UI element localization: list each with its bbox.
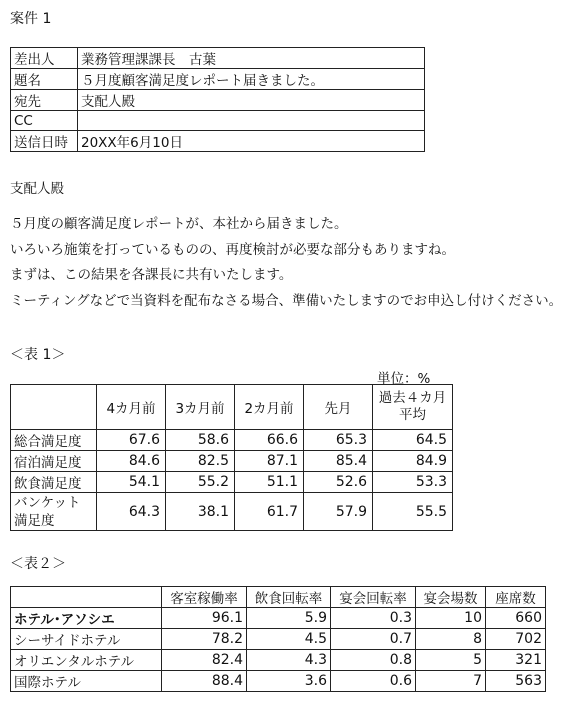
cell-value: 82.4 <box>162 650 247 671</box>
header-row-sent-date <box>11 131 425 152</box>
cell-value: 87.1 <box>235 451 304 472</box>
cell-value: 3.6 <box>247 671 331 692</box>
header-row-cc <box>11 111 425 131</box>
cell-value: 57.9 <box>304 493 373 531</box>
table2-col-header: 座席数 <box>486 587 546 608</box>
cell-value: 82.5 <box>166 451 235 472</box>
cell-value: 321 <box>486 650 546 671</box>
table1-col-header: 4カ月前 <box>97 385 166 430</box>
cell-value: 660 <box>486 608 546 629</box>
cell-value: 0.6 <box>331 671 416 692</box>
table2-col-header: 飲食回転率 <box>247 587 331 608</box>
hotel-name: オリエンタルホテル <box>11 650 162 671</box>
body-line: まずは、この結果を各課長に共有いたします。 <box>10 267 293 283</box>
cell-value: 64.3 <box>97 493 166 531</box>
cell-value: 5.9 <box>247 608 331 629</box>
case-title: 案件 1 <box>10 11 52 27</box>
cell-value: 0.7 <box>331 629 416 650</box>
cell-value: 61.7 <box>235 493 304 531</box>
body-line: いろいろ施策を打っているものの、再度検討が必要な部分もありますね。 <box>10 241 455 258</box>
cell-value: 67.6 <box>97 430 166 451</box>
cell-value: 64.5 <box>373 430 453 451</box>
cell-value: 52.6 <box>304 472 373 493</box>
table1-avg-header <box>373 385 453 430</box>
avg-header-line: 平均 <box>399 407 426 423</box>
table2-col-header: 客室稼働率 <box>162 587 247 608</box>
table1-corner <box>11 385 97 430</box>
header-key: CC <box>11 111 78 131</box>
row-label <box>11 493 97 531</box>
header-row-subject <box>11 69 425 90</box>
header-key: 送信日時 <box>11 131 78 152</box>
addressee: 支配人殿 <box>10 181 64 197</box>
table-row <box>11 650 546 671</box>
table-row <box>11 493 453 531</box>
cell-value: 84.6 <box>97 451 166 472</box>
cell-value: 38.1 <box>166 493 235 531</box>
cell-value: 55.5 <box>373 493 453 531</box>
cell-value: 51.1 <box>235 472 304 493</box>
cell-value: 85.4 <box>304 451 373 472</box>
cell-value: 4.5 <box>247 629 331 650</box>
header-value: 20XX年6月10日 <box>78 131 425 152</box>
cell-value: 4.3 <box>247 650 331 671</box>
table-row <box>11 451 453 472</box>
table1-col-header: 先月 <box>304 385 373 430</box>
cell-value: 7 <box>416 671 486 692</box>
hotel-name: 国際ホテル <box>11 671 162 692</box>
table1-label: ＜表 1＞ <box>10 347 66 363</box>
header-row-to <box>11 90 425 111</box>
table1-header-row <box>11 385 453 430</box>
hotel-name: ホテル･アソシエ <box>11 608 162 629</box>
header-key: 宛先 <box>11 90 78 111</box>
hotel-comparison-table <box>10 586 546 692</box>
table1-unit: 単位：% <box>377 371 431 387</box>
hotel-name: シーサイドホテル <box>11 629 162 650</box>
satisfaction-table <box>10 384 453 531</box>
table-row <box>11 472 453 493</box>
header-key: 差出人 <box>11 48 78 69</box>
body-line: ５月度の顧客満足度レポートが、本社から届きました。 <box>10 216 348 232</box>
table-row <box>11 608 546 629</box>
header-value: 支配人殿 <box>78 90 425 111</box>
cell-value: 96.1 <box>162 608 247 629</box>
cell-value: 58.6 <box>166 430 235 451</box>
table2-col-header: 宴会場数 <box>416 587 486 608</box>
table2-label: ＜表２＞ <box>10 556 66 572</box>
email-header-table <box>10 47 425 152</box>
table1-col-header: 2カ月前 <box>235 385 304 430</box>
table2-col-header: 宴会回転率 <box>331 587 416 608</box>
table2-corner <box>11 587 162 608</box>
cell-value: 88.4 <box>162 671 247 692</box>
header-row-sender <box>11 48 425 69</box>
table2-header-row <box>11 587 546 608</box>
avg-header-line: 過去４カ月 <box>378 390 447 406</box>
row-label: 飲食満足度 <box>11 472 97 493</box>
message-body <box>10 212 562 314</box>
row-label-line: 満足度 <box>14 512 55 529</box>
cell-value: 78.2 <box>162 629 247 650</box>
cell-value: 563 <box>486 671 546 692</box>
cell-value: 54.1 <box>97 472 166 493</box>
cell-value: 702 <box>486 629 546 650</box>
table-row <box>11 430 453 451</box>
cell-value: 53.3 <box>373 472 453 493</box>
header-key: 題名 <box>11 69 78 90</box>
row-label-line: バンケット <box>14 494 81 511</box>
header-value: ５月度顧客満足度レポート届きました。 <box>78 69 425 90</box>
cell-value: 84.9 <box>373 451 453 472</box>
cell-value: 0.8 <box>331 650 416 671</box>
cell-value: 10 <box>416 608 486 629</box>
table-row <box>11 629 546 650</box>
table-row <box>11 671 546 692</box>
table1-col-header: 3カ月前 <box>166 385 235 430</box>
row-label: 宿泊満足度 <box>11 451 97 472</box>
cell-value: 65.3 <box>304 430 373 451</box>
header-value <box>78 111 425 131</box>
cell-value: 66.6 <box>235 430 304 451</box>
cell-value: 0.3 <box>331 608 416 629</box>
header-value: 業務管理課課長 古葉 <box>78 48 425 69</box>
cell-value: 55.2 <box>166 472 235 493</box>
cell-value: 8 <box>416 629 486 650</box>
row-label: 総合満足度 <box>11 430 97 451</box>
body-line: ミーティングなどで当資料を配布なさる場合、準備いたしますのでお申込し付けください。 <box>10 292 563 309</box>
cell-value: 5 <box>416 650 486 671</box>
